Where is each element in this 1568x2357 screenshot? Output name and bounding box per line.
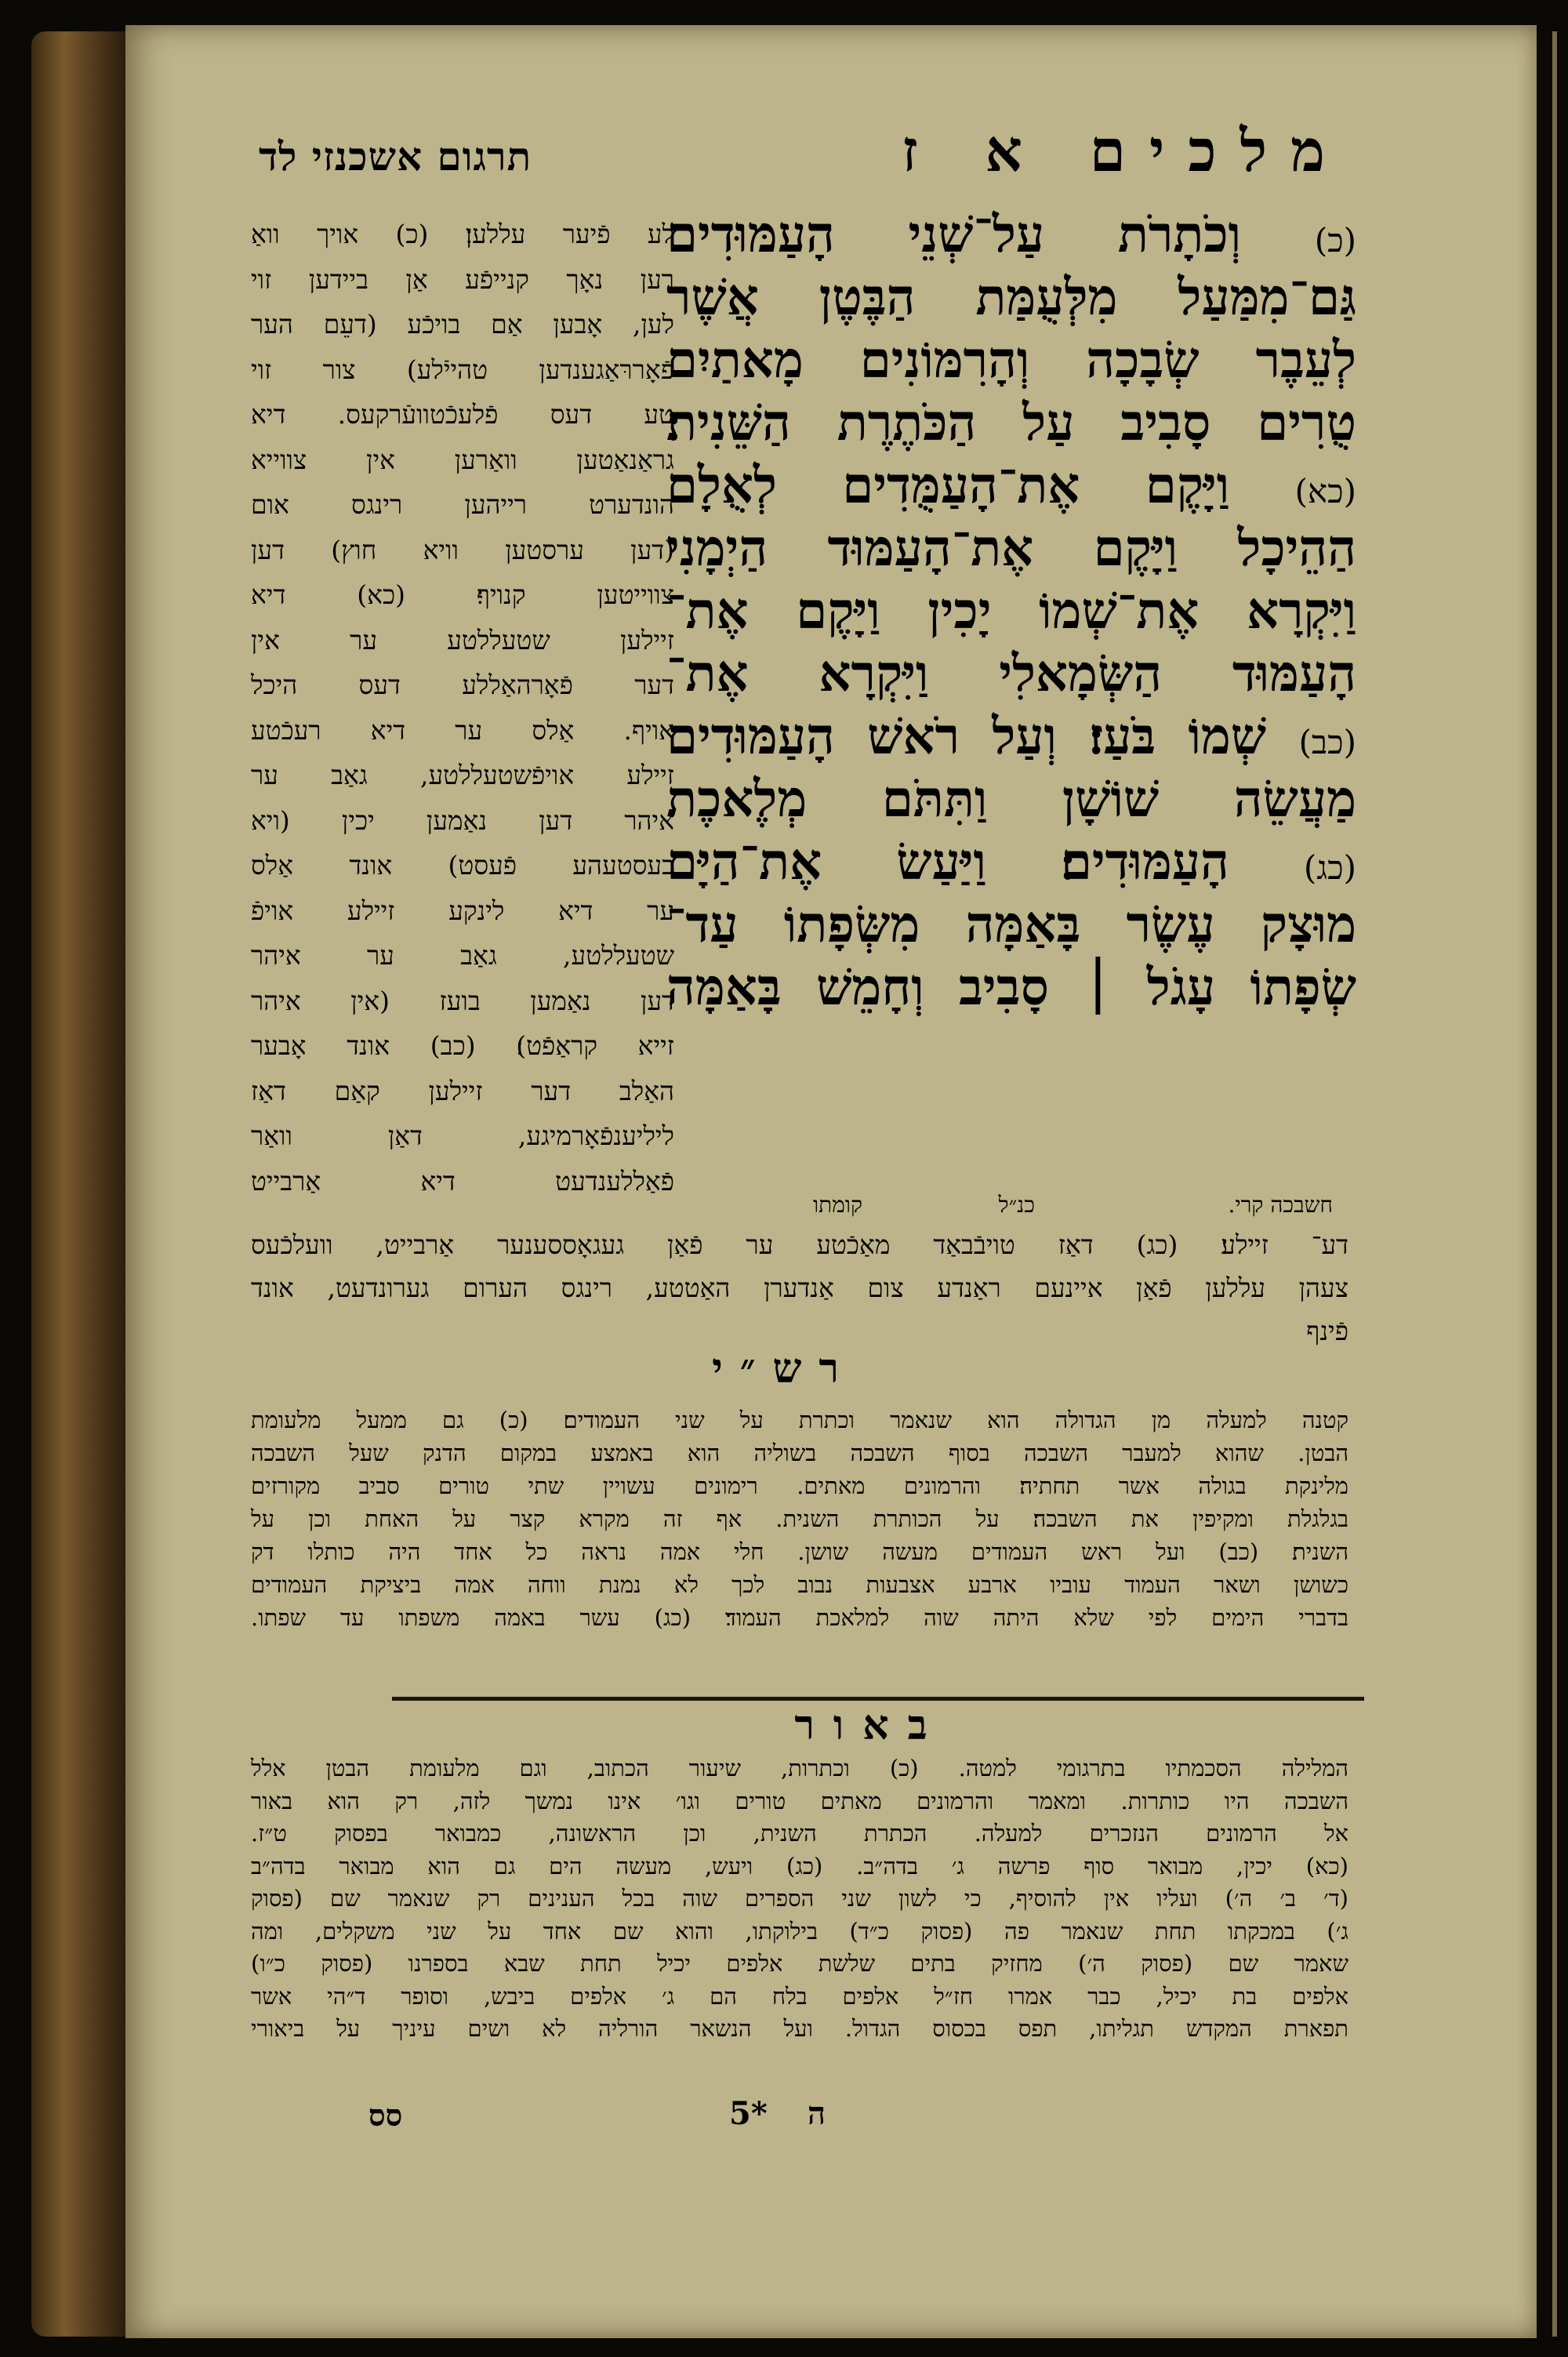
german-line: זיילען שטעללטע ער אין — [251, 624, 674, 656]
german-line: לען, אָבען אַם בויכֿע (דעֵם הער — [251, 309, 674, 340]
german-line: זיילע אויפֿשטעללטע, גאַב ער — [251, 760, 674, 790]
biur-heading: באור — [794, 1701, 946, 1749]
german-line: ער דיא לינקע זיילע אויפֿ — [251, 895, 674, 926]
german-line: אויף. אַלס ער דיא רעכֿטע — [251, 714, 674, 746]
german-line: איהר דען נאַמען יכין (ויא — [251, 804, 674, 836]
hebrew-line — [666, 329, 1356, 392]
verse-text: מוּצָק עֶשֶׂר בָּאַמָּה מִשְּׂפָתוֹ עַד־ — [666, 895, 1356, 954]
note-komato: קומתו — [813, 1192, 862, 1218]
marginal-notes — [674, 1192, 1333, 1223]
german-line: פֿאָררּאַגענדען טהייֿלע) צור זוי — [251, 354, 674, 385]
german-line: (דען ערסטען וויא חוץ) דען — [251, 534, 674, 565]
verse-text: שְׁמוֹ בֹּעַז׃ וְעַל רֹאשׁ הָעַמּוּדִים — [666, 707, 1267, 766]
biur-line: (ד׳ ב׳ ה׳) ועליו אין להוסיף, כי לשון שני הספרים שוה בכל הענינים רק שנאמר שם (פסוק — [251, 1885, 1348, 1912]
rashi-line: הבטן. שהוא למעבר השבכה בסוף השבכה בשוליה הוא באמצע במקום הדנק שעל השבכה — [251, 1440, 1348, 1466]
hebrew-line — [666, 267, 1356, 329]
biur-commentary — [251, 1752, 1348, 2046]
german-line: דער פֿאָרהאַללע דעס היכל — [251, 670, 674, 700]
german-line: פֿינף — [1306, 1316, 1348, 1346]
german-line: צווייטען קנויף׃ (כא) דיא — [251, 579, 674, 610]
german-line: בעסטעהע פֿעסט) אונד אַלס — [251, 850, 674, 881]
biur-line: השבכה היו כותרות. ומאמר והרמונים מאתים טורים וגו׳ אינו נמשך לזה, רק הוא באור — [251, 1787, 1348, 1814]
footer-sheet-number: 5* — [729, 2095, 768, 2132]
verse-text: הָעַמּוּדִים׃ וַיַּעַשׂ אֶת־הַיָּם — [666, 833, 1229, 892]
rashi-heading: רש״י — [712, 1345, 856, 1393]
german-line: שטעללטע, גאַב ער איהר — [251, 940, 674, 971]
hebrew-verse-column — [666, 204, 1356, 1176]
rashi-line: בגלגלת ומקיפין את השבכה׃ על הכותרת השנית. אף זה מקרא קצר על האחת וכן על — [251, 1505, 1348, 1532]
verse-text: לְעֵבֶר שְׂבָכָה וְהָרִמּוֹנִים מָאתַיִם — [666, 331, 1356, 390]
note-qere: חשבכה קרי. — [1228, 1192, 1333, 1218]
biur-line: שאמר שם (פסוק ה׳) מחזיק בתים שלשת אלפים יכיל תחת שבא בספרנו (פסוק כ״ו) — [251, 1950, 1348, 1977]
verse-text: גַּם־מִמַּעַל מִלְּעֻמַּת הַבֶּטֶן אֲשֶׁר — [666, 268, 1356, 327]
verse-text: וְכֹתָרֹת עַל־שְׁנֵי הָעַמּוּדִים — [666, 205, 1241, 264]
german-line: לע פֿיער עללען׃ (כ) אויך וואַ — [251, 219, 674, 249]
rashi-line: בדברי הימים לפי שלא היתה שוה למלאכת העמוד׃ (כג) עשר באמה משפתו עד שפתו. — [251, 1604, 1348, 1631]
note-knl: כנ״ל — [998, 1192, 1035, 1218]
rashi-commentary — [251, 1404, 1348, 1634]
german-line: הונדערט רייהען רינגס אום — [251, 489, 674, 520]
hebrew-line — [666, 518, 1356, 580]
biur-line: תפארת המקדש תגליתו, תפס בכסוס הגדול. ועל הנשאר הורליה לא ושים עיניך על ביאורי — [251, 2015, 1348, 2042]
right-page-edge — [1537, 0, 1568, 2357]
verse-number: (כ) — [1314, 221, 1356, 260]
german-line: טע דעס פֿלעכֿטוועֿרקעס. דיא — [251, 399, 674, 430]
hebrew-line — [666, 831, 1356, 894]
book-spine-edge — [31, 31, 125, 2337]
rashi-line: כשושן ושאר העמוד עוביו ארבע אצבעות נבוב לכך לא נמנת ווחה אמה ביציקת העמודים — [251, 1571, 1348, 1598]
biur-line: (כא) יכין, מבואר סוף פרשה ג׳ בדה״ב. (כג) ויעש, מעשה הים גם הוא מבואר בדה״ב — [251, 1852, 1348, 1879]
german-continuation — [251, 1223, 1348, 1353]
section-divider — [392, 1697, 1364, 1701]
verse-number: (כב) — [1298, 723, 1356, 761]
footer-signature-left: סס — [368, 2097, 403, 2133]
verse-number: (כג) — [1303, 848, 1356, 887]
verse-text: וַיָּקֶם אֶת־הָעַמֻּדִים לְאֻלָם — [666, 456, 1230, 515]
german-line: רען נאָך קנייפֿע אַן ביידען זוי — [251, 263, 674, 295]
german-line: האַלב דער זיילען קאַם דאַז — [251, 1075, 674, 1106]
german-line: זייא קראַפֿט)׃ (כב) אונד אָבער — [251, 1030, 674, 1061]
rashi-line: מלינקת בגולה אשר תחתיה׃ והרמונים מאתים. רימונים עשויין שתי טורים סביב מקורזים — [251, 1473, 1348, 1499]
page-gutter-line — [1552, 31, 1557, 2337]
hebrew-line — [666, 894, 1356, 957]
german-line: גראַנאַטען וואַרען אין צווייא — [251, 444, 674, 475]
biur-line: אל הרמונים הנזכרים למעלה. הכתרת השנית, וכן הראשונה, כמבואר בפסוק ט״ז. — [251, 1820, 1348, 1847]
verse-text: מַעֲשֵׂה שׁוֹשָׁן וַתִּתֹּם מְלֶאכֶת — [666, 770, 1356, 829]
german-translation-column — [251, 212, 674, 1231]
hebrew-line — [666, 204, 1356, 267]
german-line: צעהן עללען פֿאַן איינעם ראַנדע צום אַנדערן האַטטע, רינגס הערום גערונדעט, אונד — [251, 1273, 1348, 1303]
verse-number: (כא) — [1294, 472, 1356, 510]
hebrew-line — [666, 643, 1356, 706]
verse-text: הָעַמּוּד הַשְּׂמָאלִי וַיִּקְרָא אֶת־ — [666, 645, 1356, 703]
biur-line: ג׳) במכקתו תחת שנאמר פה (פסוק כ״ד) בילוקתו, והוא שם אחד על שני משקלים, ומה — [251, 1917, 1348, 1945]
verse-text: טֻרִים סָבִיב עַל הַכֹּתֶרֶת הַשֵּׁנִית׃ — [666, 394, 1356, 452]
hebrew-line — [666, 768, 1356, 831]
header-targum-title: תרגום אשכנזי לד — [259, 133, 532, 180]
footer-signature-hebrew: ה — [808, 2095, 826, 2132]
verse-text: שְׂפָתוֹ עָגֹל ׀ סָבִיב וְחָמֵשׁ בָּאַמָּה — [666, 958, 1356, 1017]
rashi-line: קטנה למעלה מן הגדולה הוא שנאמר וכתרת על שני העמודים׃ (כ) גם ממעל מלעומת — [251, 1407, 1348, 1433]
hebrew-line — [666, 392, 1356, 455]
german-line: ליליענפֿאָרמיגע, דאַן וואַר — [251, 1120, 674, 1151]
biur-line: אלפים בת יכיל, כבר אמרו חז״ל אלפים בלח הם ג׳ אלפים ביבש, וסופר ד״הי אשר — [251, 1982, 1348, 2010]
header-book-title: מלכים א ז — [902, 118, 1348, 185]
hebrew-line — [666, 455, 1356, 518]
hebrew-line — [666, 957, 1356, 1019]
hebrew-line — [666, 580, 1356, 643]
verse-text: וַיִּקְרָא אֶת־שְׁמוֹ יָכִין וַיָּקֶם אֶת־ — [666, 582, 1356, 641]
german-line: דען נאַמען בועז (אין איהר — [251, 985, 674, 1016]
verse-text: הַהֵיכָל וַיָּקֶם אֶת־הָעַמּוּד הַיְמָנִי — [666, 519, 1356, 578]
rashi-line: השנית׃ (כב) ועל ראש העמודים מעשה שושן. חלי אמה נראה כל אחד היה כותלו דק — [251, 1538, 1348, 1565]
german-line: דע־ זיילע׃ (כג) דאַז טויבֿבאַד מאַכֿטע ער פֿאַן געגאָססענער אַרבייט, וועלכֿעס — [251, 1229, 1348, 1260]
hebrew-line — [666, 706, 1356, 768]
biur-line: המלילה הסכמתיו בתרגומי למטה. (כ) וכתרות, שיעור הכתוב, וגם מלעומת הבטן אלל — [251, 1755, 1348, 1781]
german-line: פֿאַללענדעט דיא אַרבייט — [251, 1165, 674, 1197]
